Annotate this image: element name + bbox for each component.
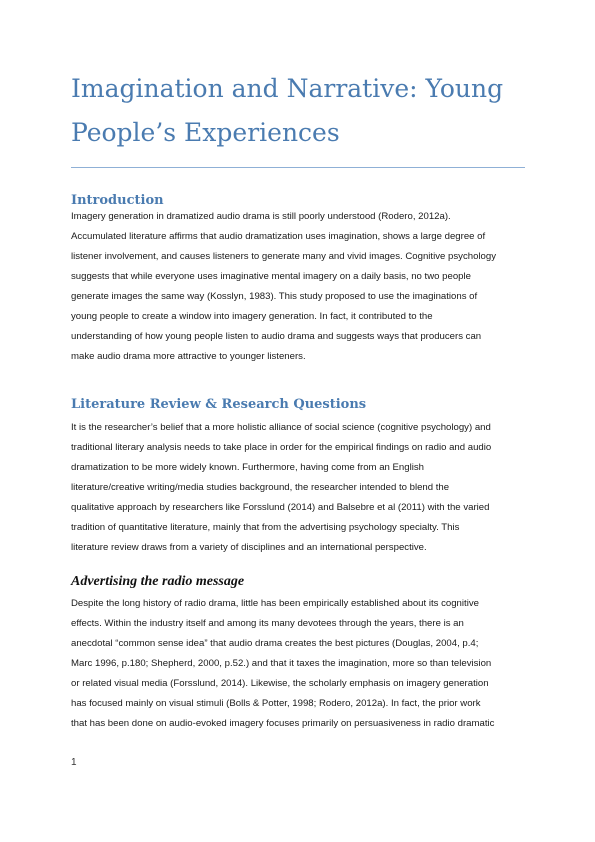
paragraph-line: generate images the same way (Kosslyn, 1983). This study proposed to use the imaginations of xyxy=(71,291,478,302)
paragraph-line: effects. Within the industry itself and among its many devotees through the years, there is an xyxy=(71,618,464,629)
paragraph-literature-review xyxy=(71,418,531,558)
paragraph-line: tradition of quantitative literature, mainly that from the advertising psychology specialty. This xyxy=(71,522,460,533)
section-heading-introduction: Introduction xyxy=(71,193,164,208)
paragraph-line: literature review draws from a variety of disciplines and an international perspective. xyxy=(71,542,427,553)
paragraph-line: understanding of how young people listen to audio drama and suggests ways that producers can xyxy=(71,331,482,342)
paragraph-line: Marc 1996, p.180; Shepherd, 2000, p.52.) and that it taxes the imagination, more so than television xyxy=(71,658,492,669)
section-heading-literature-review: Literature Review & Research Questions xyxy=(71,397,367,412)
paragraph-introduction xyxy=(71,207,531,367)
paragraph-line: Accumulated literature affirms that audio dramatization uses imagination, shows a large degree of xyxy=(71,231,486,242)
title-divider xyxy=(71,167,525,168)
paragraph-line: young people to create a window into imagery generation. In fact, it contributed to the xyxy=(71,311,433,322)
paragraph-line: Despite the long history of radio drama, little has been empirically established about its cognitive xyxy=(71,598,479,609)
paragraph-advertising xyxy=(71,594,531,734)
paragraph-line: literature/creative writing/media studies background, the researcher intended to blend the xyxy=(71,482,450,493)
paragraph-line: that has been done on audio-evoked imagery focuses primarily on persuasiveness in radio dramatic xyxy=(71,718,495,729)
paragraph-line: listener involvement, and causes listeners to generate many and vivid images. Cognitive psychology xyxy=(71,251,497,262)
title-line-2: People’s Experiences xyxy=(71,118,340,147)
page-number: 1 xyxy=(71,757,77,768)
paragraph-line: qualitative approach by researchers like Forsslund (2014) and Balsebre et al (2011) with the varied xyxy=(71,502,490,513)
paragraph-line: or related visual media (Forsslund, 2014). Likewise, the scholarly emphasis on imagery generation xyxy=(71,678,489,689)
paragraph-line: has focused mainly on visual stimuli (Bolls & Potter, 1998; Rodero, 2012a). In fact, the prior work xyxy=(71,698,481,709)
paragraph-line: make audio drama more attractive to younger listeners. xyxy=(71,351,306,362)
subsection-heading-advertising: Advertising the radio message xyxy=(71,574,245,589)
paragraph-line: It is the researcher’s belief that a more holistic alliance of social science (cognitive psychology) and xyxy=(71,422,491,433)
paragraph-line: anecdotal “common sense idea” that audio drama creates the best pictures (Douglas, 2004, p.4; xyxy=(71,638,479,649)
paragraph-line: traditional literary analysis needs to take place in order for the empirical findings on radio and audio xyxy=(71,442,492,453)
paragraph-line: suggests that while everyone uses imaginative mental imagery on a daily basis, no two people xyxy=(71,271,471,282)
paragraph-line: dramatization to be more widely known. Furthermore, having come from an English xyxy=(71,462,424,473)
title-line-1: Imagination and Narrative: Young xyxy=(71,74,504,103)
paragraph-line: Imagery generation in dramatized audio drama is still poorly understood (Rodero, 2012a). xyxy=(71,211,451,222)
